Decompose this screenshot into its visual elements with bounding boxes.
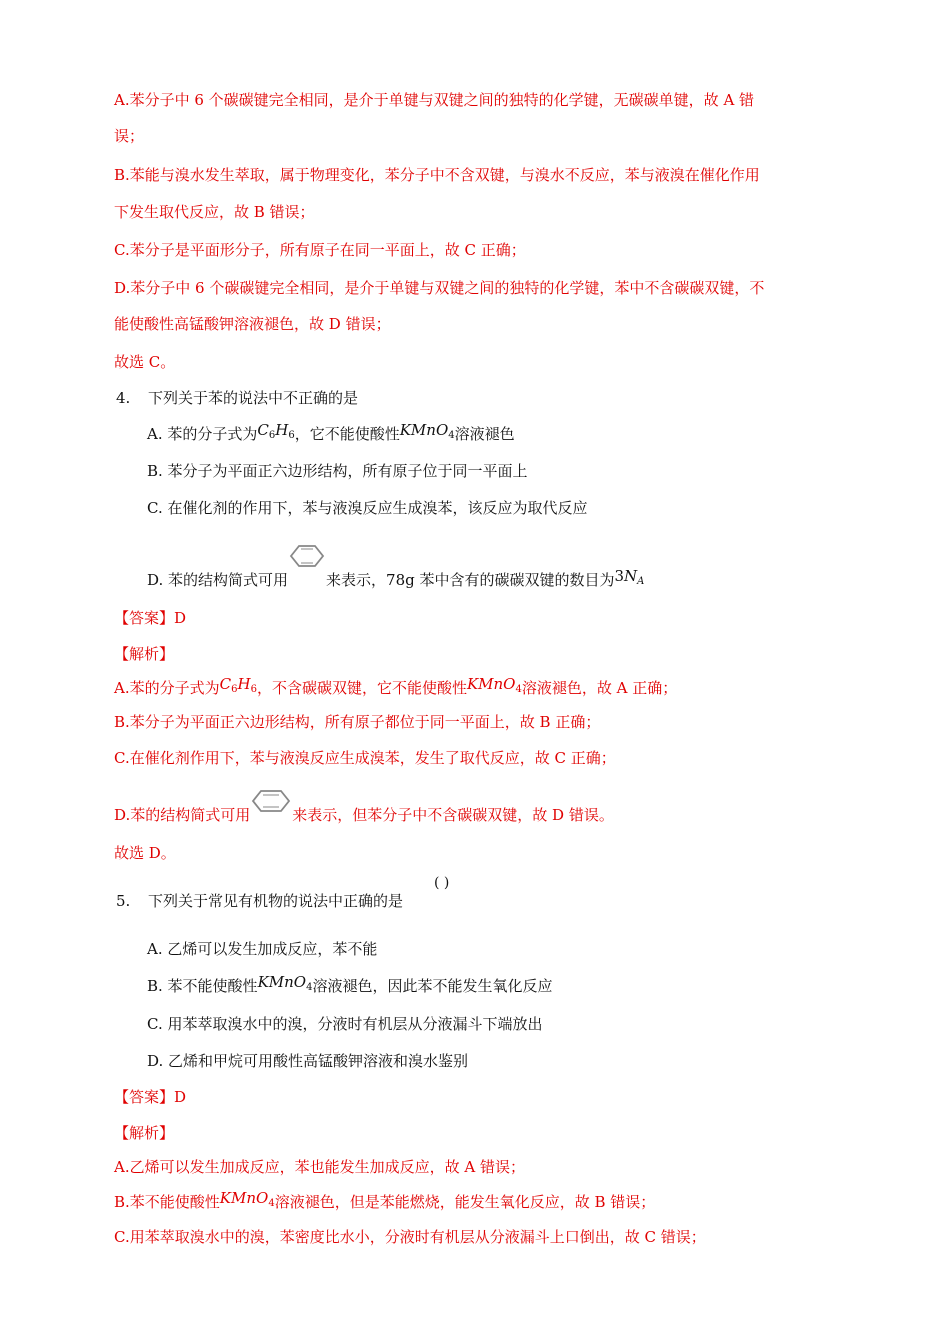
formula-n-symbol: N bbox=[624, 567, 638, 585]
prev-explanation-c: C.苯分子是平面形分子，所有原子在同一平面上，故 C 正确； bbox=[114, 241, 526, 259]
option-d-text-post: 来表示，78g 苯中含有的碳碳双键的数目为 bbox=[326, 571, 615, 589]
prev-explanation-d-line1: D.苯分子中 6 个碳碳键完全相同，是介于单键与双键之间的独特的化学键，苯中不含碳碳双键，不 bbox=[114, 279, 765, 297]
question-4-explanation-a bbox=[114, 675, 678, 704]
option-a-text-mid: ，它不能使酸性 bbox=[294, 425, 400, 443]
option-d-text-pre: D. 苯的结构简式可用 bbox=[147, 571, 289, 589]
formula-na-subscript: A bbox=[637, 576, 645, 587]
question-4-option-a bbox=[147, 421, 515, 450]
option-a-text-pre: A. 苯的分子式为 bbox=[147, 425, 258, 443]
question-5-analysis-heading: 【解析】 bbox=[114, 1124, 175, 1142]
formula-c-subscript: 6 bbox=[231, 684, 238, 695]
prev-explanation-b-line1: B.苯能与溴水发生萃取，属于物理变化，苯分子中不含双键，与溴水不反应，苯与液溴在催化作用 bbox=[114, 166, 760, 184]
formula-h-symbol: H bbox=[237, 675, 251, 693]
question-4-choice: 故选 D。 bbox=[114, 844, 176, 862]
formula-kmno-symbol: KMnO bbox=[257, 973, 307, 991]
explanation-b-text-pre: B.苯不能使酸性 bbox=[114, 1193, 220, 1211]
question-4-option-c: C. 在催化剂的作用下，苯与液溴反应生成溴苯，该反应为取代反应 bbox=[147, 499, 588, 517]
prev-explanation-a-line2: 误； bbox=[114, 127, 145, 145]
formula-kmno-symbol: KMnO bbox=[399, 421, 449, 439]
formula-kmno4-explanation bbox=[220, 1189, 275, 1207]
question-5-stem: 下列关于常见有机物的说法中正确的是 bbox=[148, 892, 404, 910]
question-5-explanation-a: A.乙烯可以发生加成反应，苯也能发生加成反应，故 A 错误； bbox=[114, 1158, 525, 1176]
option-a-text-post: 溶液褪色 bbox=[454, 425, 515, 443]
option-b-text-pre: B. 苯不能使酸性 bbox=[147, 977, 258, 995]
option-b-text-post: 溶液褪色，因此苯不能发生氧化反应 bbox=[312, 977, 553, 995]
formula-c-symbol: C bbox=[257, 421, 269, 439]
formula-na-coefficient: 3 bbox=[614, 567, 625, 585]
question-4-stem: 下列关于苯的说法中不正确的是 bbox=[148, 389, 359, 407]
formula-h-subscript: 6 bbox=[250, 684, 257, 695]
explanation-d-text-pre: D.苯的结构简式可用 bbox=[114, 806, 251, 824]
question-4-explanation-b: B.苯分子为平面正六边形结构，所有原子都位于同一平面上，故 B 正确； bbox=[114, 713, 601, 731]
question-5-answer: 【答案】D bbox=[114, 1088, 187, 1106]
formula-kmno4-explanation bbox=[467, 675, 522, 693]
prev-choice: 故选 C。 bbox=[114, 353, 176, 371]
question-4-option-b: B. 苯分子为平面正六边形结构，所有原子位于同一平面上 bbox=[147, 462, 528, 480]
formula-kmno-symbol: KMnO bbox=[219, 1189, 269, 1207]
benzene-ring-icon bbox=[250, 788, 292, 819]
question-5-option-a: A. 乙烯可以发生加成反应，苯不能 bbox=[147, 940, 378, 958]
question-5-option-d: D. 乙烯和甲烷可用酸性高锰酸钾溶液和溴水鉴别 bbox=[147, 1052, 469, 1070]
question-5-answer-parens: ( ) bbox=[434, 875, 450, 891]
explanation-a-text-post: 溶液褪色，故 A 正确； bbox=[521, 679, 678, 697]
explanation-b-text-post: 溶液褪色，但是苯能燃烧，能发生氧化反应，故 B 错误； bbox=[274, 1193, 656, 1211]
question-5-explanation-b bbox=[114, 1189, 656, 1218]
formula-h-subscript: 6 bbox=[288, 430, 295, 441]
formula-c6h6-explanation bbox=[220, 675, 257, 693]
formula-h-symbol: H bbox=[275, 421, 289, 439]
question-5-number: 5. bbox=[116, 892, 131, 910]
question-5-option-b bbox=[147, 973, 553, 1002]
formula-kmno4-subscript: 4 bbox=[515, 684, 522, 695]
formula-kmno4 bbox=[400, 421, 455, 439]
formula-c-subscript: 6 bbox=[268, 430, 276, 441]
explanation-d-text-post: 来表示，但苯分子中不含碳碳双键，故 D 错误。 bbox=[292, 806, 614, 824]
question-5-option-c: C. 用苯萃取溴水中的溴，分液时有机层从分液漏斗下端放出 bbox=[147, 1015, 543, 1033]
question-4-explanation-c: C.在催化剂作用下，苯与液溴反应生成溴苯，发生了取代反应，故 C 正确； bbox=[114, 749, 616, 767]
explanation-a-text-pre: A.苯的分子式为 bbox=[114, 679, 220, 697]
formula-3na bbox=[615, 567, 645, 585]
formula-kmno-symbol: KMnO bbox=[466, 675, 516, 693]
formula-kmno4-subscript: 4 bbox=[448, 430, 455, 441]
question-4-number: 4. bbox=[116, 389, 131, 407]
formula-kmno4 bbox=[258, 973, 313, 991]
question-4-option-d bbox=[147, 561, 644, 596]
explanation-a-text-mid: ，不含碳碳双键，它不能使酸性 bbox=[256, 679, 467, 697]
question-4-answer: 【答案】D bbox=[114, 609, 187, 627]
prev-explanation-a-line1: A.苯分子中 6 个碳碳键完全相同，是介于单键与双键之间的独特的化学键，无碳碳单键，故 A 错 bbox=[114, 91, 755, 109]
question-4-explanation-d bbox=[114, 796, 614, 827]
question-5-explanation-c: C.用苯萃取溴水中的溴，苯密度比水小，分液时有机层从分液漏斗上口倒出，故 C 错误； bbox=[114, 1228, 706, 1246]
formula-c-symbol: C bbox=[219, 675, 232, 693]
prev-explanation-b-line2: 下发生取代反应，故 B 错误； bbox=[114, 203, 315, 221]
prev-explanation-d-line2: 能使酸性高锰酸钾溶液褪色，故 D 错误； bbox=[114, 315, 391, 333]
question-4-analysis-heading: 【解析】 bbox=[114, 645, 175, 663]
formula-kmno4-subscript: 4 bbox=[306, 982, 313, 993]
formula-c6h6 bbox=[257, 421, 294, 439]
benzene-ring-icon bbox=[288, 543, 326, 574]
formula-kmno4-subscript: 4 bbox=[268, 1198, 275, 1209]
